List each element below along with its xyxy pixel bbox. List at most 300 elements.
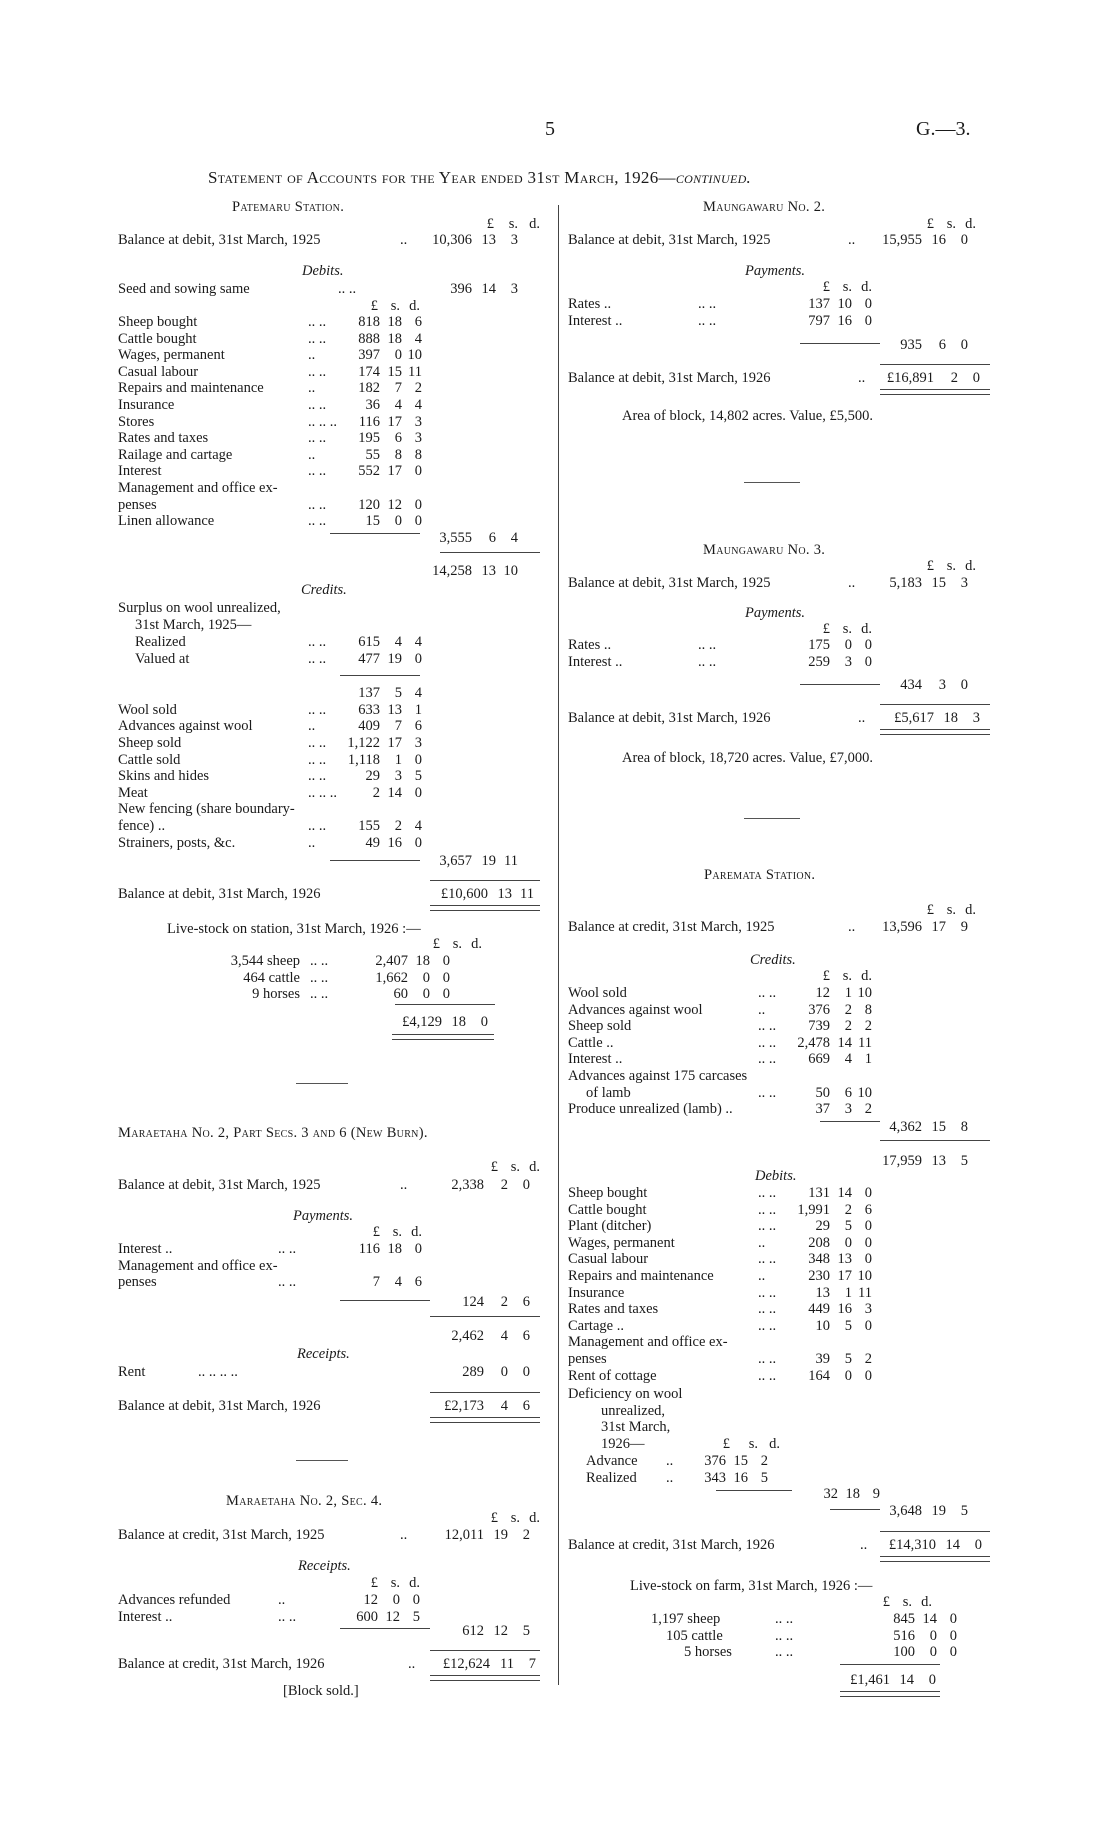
maraetaha4-lsd bbox=[458, 1510, 540, 1527]
amount-pounds: 13 bbox=[815, 1284, 830, 1301]
patemaru-livestock-lsd bbox=[400, 936, 482, 953]
row-amount bbox=[340, 1241, 422, 1258]
lsd-s: s. bbox=[902, 1594, 912, 1610]
amount-pounds: 182 bbox=[358, 380, 380, 397]
amount-shillings: 0 bbox=[394, 513, 402, 530]
row-label: Balance at credit, 31st March, 1926 bbox=[118, 1656, 325, 1672]
paremata-deficiency-rule bbox=[716, 1490, 792, 1491]
row-label: Interest .. bbox=[118, 1609, 173, 1625]
paremata-deficiency-line: 31st March, bbox=[601, 1419, 671, 1436]
patemaru-surplus-line: Surplus on wool unrealized, bbox=[118, 600, 281, 616]
maraetaha4-heading: Maraetaha No. 2, Sec. 4. bbox=[226, 1493, 383, 1509]
lsd-header: £ s. d. bbox=[486, 216, 540, 232]
page-title-text: Statement of Accounts for the Year ended 31st March, 1926— bbox=[208, 168, 676, 187]
amount-pounds: 343 bbox=[704, 1469, 726, 1486]
row-label: Advances refunded bbox=[118, 1592, 231, 1608]
maraetaha4-opening-amount bbox=[430, 1527, 530, 1544]
maungawaru2-payments-lsd bbox=[790, 279, 872, 296]
row-amount bbox=[790, 654, 872, 671]
amount-pence: 0 bbox=[864, 1185, 872, 1201]
row-label: Realized bbox=[135, 634, 186, 650]
row-label: penses bbox=[568, 1351, 607, 1367]
row-label: Rates and taxes bbox=[118, 430, 209, 447]
amount-pounds: £10,600 bbox=[440, 886, 488, 902]
maungawaru2-payments-label: Payments. bbox=[745, 263, 805, 279]
amount-shillings: 18 bbox=[387, 330, 402, 347]
maraetaha4-note: [Block sold.] bbox=[283, 1683, 359, 1699]
paremata-credit-row bbox=[568, 1002, 872, 1019]
maungawaru2-closing bbox=[568, 370, 878, 387]
amount-shillings: 14 bbox=[945, 1537, 960, 1553]
paremata-livestock-total bbox=[828, 1672, 936, 1689]
row-amount bbox=[790, 985, 872, 1002]
amount-pence: 8 bbox=[864, 1001, 872, 1018]
amount-shillings: 5 bbox=[394, 685, 402, 702]
paremata-deficiency-row bbox=[586, 1453, 768, 1470]
amount-shillings: 0 bbox=[422, 969, 430, 986]
row-amount bbox=[790, 1101, 872, 1118]
lsd-p: £ bbox=[926, 216, 934, 232]
lsd-d: d. bbox=[529, 1159, 540, 1175]
row-amount bbox=[790, 1368, 872, 1385]
maraetaha2-receipt-amount bbox=[430, 1364, 530, 1381]
row-leader: .. bbox=[400, 1177, 408, 1193]
maraetaha2-payments-rule bbox=[340, 1300, 430, 1301]
patemaru-debit-row bbox=[118, 397, 422, 414]
lsd-d: d. bbox=[769, 1436, 780, 1452]
amount-shillings: 2 bbox=[844, 1201, 852, 1218]
maraetaha2-payments-total bbox=[430, 1294, 530, 1311]
amount-pounds: 116 bbox=[358, 413, 380, 430]
row-label: 1,197 sheep bbox=[651, 1611, 721, 1627]
lsd-s: s. bbox=[392, 1224, 402, 1240]
row-amount bbox=[340, 380, 422, 397]
row-amount bbox=[790, 1018, 872, 1035]
maraetaha2-subtotal bbox=[430, 1328, 530, 1345]
amount-shillings: 5 bbox=[844, 1317, 852, 1334]
row-label: Sheep sold bbox=[568, 1018, 632, 1035]
amount-shillings: 3 bbox=[844, 1101, 852, 1118]
amount-pence: 0 bbox=[864, 1218, 872, 1235]
amount-shillings: 0 bbox=[929, 1644, 937, 1661]
maungawaru3-payments-lsd bbox=[790, 621, 872, 638]
maraetaha4-receipts-label: Receipts. bbox=[298, 1558, 351, 1574]
row-amount bbox=[340, 314, 422, 331]
paremata-credits-label: Credits. bbox=[750, 952, 796, 968]
row-leader: .. bbox=[858, 370, 866, 386]
paremata-debit-row bbox=[568, 1202, 872, 1219]
amount-pounds: 174 bbox=[358, 363, 380, 380]
maungawaru3-closing-amount bbox=[870, 710, 980, 727]
row-label: Insurance bbox=[118, 397, 175, 413]
amount-pounds: 14,258 bbox=[432, 563, 472, 579]
row-leader: .. .. bbox=[278, 1241, 297, 1257]
row-label: Produce unrealized (lamb) .. bbox=[568, 1101, 733, 1118]
patemaru-closing-amount bbox=[426, 886, 534, 903]
amount-shillings: 0 bbox=[844, 1367, 852, 1384]
amount-pounds: 600 bbox=[356, 1609, 378, 1625]
row-leader: .. .. bbox=[758, 1018, 777, 1035]
amount-shillings: 16 bbox=[837, 313, 852, 329]
amount-pounds: 49 bbox=[365, 834, 380, 851]
amount-pounds: 12 bbox=[363, 1592, 378, 1608]
row-leader: .. .. bbox=[308, 634, 327, 650]
row-leader: .. .. bbox=[310, 969, 329, 986]
amount-pounds: 3,555 bbox=[439, 530, 472, 546]
row-label: Interest .. bbox=[568, 313, 623, 329]
paremata-deficiency-line: Deficiency on wool bbox=[568, 1386, 683, 1402]
row-amount bbox=[790, 1251, 872, 1268]
paremata-debit-row bbox=[568, 1368, 872, 1385]
amount-shillings: 1 bbox=[844, 1284, 852, 1301]
row-leader: .. bbox=[758, 1268, 766, 1284]
row-label: penses bbox=[118, 1274, 157, 1290]
amount-pence: 4 bbox=[510, 530, 518, 546]
patemaru-debit-row bbox=[118, 480, 422, 497]
row-label: Balance at debit, 31st March, 1925 bbox=[118, 1177, 321, 1193]
paremata-livestock-heading: Live-stock on farm, 31st March, 1926 :— bbox=[630, 1578, 873, 1594]
row-amount bbox=[340, 702, 422, 719]
row-label: Balance at debit, 31st March, 1926 bbox=[118, 1398, 321, 1414]
lsd-p: £ bbox=[370, 1575, 378, 1591]
amount-pence: 6 bbox=[522, 1398, 530, 1414]
row-leader: .. .. .. bbox=[308, 784, 337, 801]
amount-shillings: 14 bbox=[481, 281, 496, 297]
row-leader: .. .. bbox=[758, 1351, 777, 1367]
lsd-s: s. bbox=[946, 216, 956, 232]
maraetaha4-receipts-rule bbox=[340, 1628, 430, 1629]
amount-pounds: 935 bbox=[900, 337, 922, 353]
lsd-p: £ bbox=[722, 1436, 730, 1452]
row-leader: .. .. bbox=[698, 313, 717, 329]
row-amount bbox=[790, 1035, 872, 1052]
patemaru-credits-total bbox=[418, 853, 518, 870]
row-label: Interest .. bbox=[568, 1051, 623, 1068]
lsd-d: d. bbox=[965, 216, 976, 232]
patemaru-debits-rule bbox=[330, 533, 420, 534]
amount-pence: 0 bbox=[414, 834, 422, 851]
paremata-debit-row bbox=[568, 1185, 872, 1202]
row-amount bbox=[790, 313, 872, 330]
amount-pounds: 12,011 bbox=[444, 1527, 484, 1543]
patemaru-credits-rule bbox=[330, 860, 420, 861]
amount-shillings: 14 bbox=[922, 1611, 937, 1627]
amount-shillings: 13 bbox=[387, 701, 402, 718]
row-label: Interest bbox=[118, 463, 162, 480]
maraetaha2-payments-lsd bbox=[340, 1224, 422, 1241]
section-separator bbox=[744, 818, 800, 819]
amount-pounds: 1,991 bbox=[797, 1201, 830, 1218]
row-amount bbox=[368, 953, 450, 970]
row-label: Cartage .. bbox=[568, 1317, 624, 1334]
amount-pence: 4 bbox=[414, 818, 422, 834]
paremata-debit-row bbox=[568, 1285, 872, 1302]
amount-pence: 8 bbox=[960, 1119, 968, 1135]
amount-pounds: 137 bbox=[808, 296, 830, 312]
lsd-s: s. bbox=[748, 1436, 758, 1452]
paremata-debits-label: Debits. bbox=[755, 1168, 797, 1184]
row-label: Advances against wool bbox=[118, 718, 253, 735]
paremata-deficiency-lsd bbox=[690, 1436, 780, 1453]
amount-pounds: 155 bbox=[358, 818, 380, 834]
amount-shillings: 19 bbox=[493, 1527, 508, 1543]
row-leader: .. .. bbox=[758, 1218, 777, 1235]
row-amount bbox=[875, 1644, 957, 1661]
amount-shillings: 6 bbox=[844, 1084, 852, 1101]
row-leader: .. bbox=[308, 347, 316, 364]
patemaru-livestock-row bbox=[200, 953, 450, 970]
amount-pounds: 2,407 bbox=[375, 953, 408, 969]
row-leader: .. bbox=[860, 1537, 868, 1553]
amount-shillings: 13 bbox=[931, 1153, 946, 1169]
maraetaha4-receipt-row bbox=[118, 1592, 420, 1609]
row-label: Sheep sold bbox=[118, 735, 182, 751]
row-leader: .. .. bbox=[775, 1644, 794, 1661]
row-amount bbox=[790, 1051, 872, 1068]
row-leader: .. .. bbox=[308, 314, 327, 330]
row-leader: .. bbox=[858, 710, 866, 726]
patemaru-credit-row bbox=[118, 702, 422, 719]
maraetaha2-closing-rule-top bbox=[430, 1392, 540, 1393]
maungawaru3-opening-amount bbox=[868, 575, 968, 592]
maungawaru3-closing bbox=[568, 710, 878, 727]
amount-pence: 10 bbox=[407, 347, 422, 364]
lsd-d: d. bbox=[921, 1594, 932, 1610]
amount-pence: 6 bbox=[864, 1201, 872, 1218]
row-label: Advances against wool bbox=[568, 1001, 703, 1018]
row-label: Sheep bought bbox=[568, 1185, 648, 1201]
row-label: 464 cattle bbox=[243, 969, 300, 986]
amount-pounds: 137 bbox=[358, 685, 380, 702]
amount-pence: 9 bbox=[872, 1486, 880, 1502]
paremata-debit-row bbox=[568, 1268, 872, 1285]
amount-pounds: 60 bbox=[393, 986, 408, 1003]
patemaru-debit-row bbox=[118, 380, 422, 397]
amount-pounds: 1,122 bbox=[347, 735, 380, 751]
amount-pence: 0 bbox=[414, 650, 422, 667]
amount-pence: 0 bbox=[864, 1317, 872, 1334]
amount-shillings: 18 bbox=[387, 1241, 402, 1257]
patemaru-debit-row bbox=[118, 347, 422, 364]
lsd-d: d. bbox=[861, 279, 872, 295]
amount-pounds: £2,173 bbox=[444, 1398, 484, 1414]
amount-shillings: 6 bbox=[938, 337, 946, 353]
paremata-credit-row bbox=[568, 1018, 872, 1035]
column-divider bbox=[558, 205, 559, 1685]
row-leader: .. bbox=[400, 232, 408, 248]
patemaru-livestock-rule bbox=[395, 1004, 495, 1005]
maraetaha2-payment-row bbox=[118, 1274, 422, 1291]
amount-pounds: 669 bbox=[808, 1051, 830, 1068]
amount-pence: 11 bbox=[504, 853, 518, 869]
maraetaha4-receipt-row bbox=[118, 1609, 420, 1626]
amount-pence: 0 bbox=[949, 1644, 957, 1661]
maungawaru2-heading: Maungawaru No. 2. bbox=[703, 199, 826, 215]
document-reference: G.—3. bbox=[916, 118, 971, 140]
amount-pounds: 633 bbox=[358, 701, 380, 718]
amount-shillings: 12 bbox=[493, 1623, 508, 1639]
amount-shillings: 2 bbox=[844, 1001, 852, 1018]
amount-pence: 11 bbox=[858, 1034, 872, 1051]
patemaru-closing-rule-top bbox=[430, 880, 540, 881]
maraetaha4-closing-double-rule bbox=[430, 1675, 540, 1681]
amount-pounds: 12 bbox=[815, 985, 830, 1001]
amount-pence: 10 bbox=[857, 985, 872, 1001]
paremata-opening bbox=[568, 919, 878, 936]
amount-pence: 2 bbox=[522, 1527, 530, 1543]
amount-pounds: 7 bbox=[372, 1274, 380, 1290]
lsd-p: £ bbox=[372, 1224, 380, 1240]
maungawaru3-payments-total bbox=[868, 677, 968, 694]
row-leader: .. .. bbox=[758, 1084, 777, 1101]
patemaru-opening-amount bbox=[418, 232, 518, 249]
row-amount bbox=[368, 986, 450, 1003]
amount-pounds: 195 bbox=[358, 430, 380, 447]
row-label: fence) .. bbox=[118, 818, 166, 834]
row-leader: .. .. bbox=[758, 1251, 777, 1268]
row-leader: .. bbox=[408, 1656, 416, 1672]
amount-pounds: 797 bbox=[808, 313, 830, 329]
lsd-p: £ bbox=[370, 298, 378, 314]
row-label: Repairs and maintenance bbox=[568, 1268, 714, 1284]
amount-pounds: 615 bbox=[358, 634, 380, 650]
paremata-debit-row bbox=[568, 1334, 872, 1351]
row-amount bbox=[340, 463, 422, 480]
patemaru-credits-label: Credits. bbox=[301, 582, 347, 598]
patemaru-closing-double-rule bbox=[430, 905, 540, 911]
amount-shillings: 0 bbox=[392, 1592, 400, 1608]
row-leader: .. .. bbox=[308, 463, 327, 480]
amount-pence: 0 bbox=[522, 1364, 530, 1380]
row-leader: .. bbox=[848, 232, 856, 248]
amount-pence: 1 bbox=[864, 1051, 872, 1068]
lsd-d: d. bbox=[409, 1575, 420, 1591]
amount-shillings: 19 bbox=[387, 650, 402, 667]
row-amount bbox=[790, 1235, 872, 1252]
row-leader: .. bbox=[666, 1469, 674, 1486]
paremata-deficiency-total bbox=[790, 1486, 880, 1503]
lsd-p: £ bbox=[822, 968, 830, 984]
paremata-credit-row bbox=[568, 1035, 872, 1052]
lsd-p: £ bbox=[822, 621, 830, 637]
amount-pence: 0 bbox=[960, 677, 968, 693]
amount-pence: 0 bbox=[974, 1537, 982, 1553]
amount-pence: 5 bbox=[522, 1623, 530, 1639]
row-amount bbox=[790, 1285, 872, 1302]
row-amount bbox=[790, 637, 872, 654]
patemaru-credit-row bbox=[118, 735, 422, 752]
row-label: Balance at credit, 31st March, 1925 bbox=[568, 919, 775, 935]
row-label: Wages, permanent bbox=[118, 347, 225, 364]
amount-shillings: 15 bbox=[387, 363, 402, 380]
patemaru-debits-lsd bbox=[338, 298, 420, 315]
amount-pounds: 552 bbox=[358, 463, 380, 480]
row-label: Insurance bbox=[568, 1284, 625, 1301]
amount-pounds: 3,657 bbox=[439, 853, 472, 869]
amount-shillings: 15 bbox=[931, 1119, 946, 1135]
amount-shillings: 3 bbox=[394, 768, 402, 785]
row-label: Realized bbox=[586, 1469, 637, 1486]
row-leader: .. .. bbox=[308, 751, 327, 768]
amount-pounds: 39 bbox=[815, 1351, 830, 1367]
lsd-d: d. bbox=[965, 902, 976, 918]
row-label: Balance at debit, 31st March, 1926 bbox=[118, 886, 321, 902]
lsd-s: s. bbox=[946, 558, 956, 574]
amount-pounds: 612 bbox=[462, 1623, 484, 1639]
row-label: Management and office ex- bbox=[118, 1258, 278, 1274]
paremata-deficiency-line: 1926— bbox=[601, 1435, 645, 1452]
amount-pounds: 10,306 bbox=[432, 232, 472, 248]
paremata-closing bbox=[568, 1537, 880, 1554]
amount-pounds: 13,596 bbox=[882, 919, 922, 935]
row-label: 9 horses bbox=[252, 986, 300, 1003]
paremata-debit-row bbox=[568, 1218, 872, 1235]
row-amount bbox=[340, 768, 422, 785]
row-amount bbox=[340, 634, 422, 651]
maungawaru3-opening bbox=[568, 575, 878, 592]
row-label: Valued at bbox=[135, 650, 190, 667]
maungawaru3-payments-label: Payments. bbox=[745, 605, 805, 621]
amount-pounds: 376 bbox=[704, 1453, 726, 1469]
amount-pence: 0 bbox=[960, 337, 968, 353]
amount-shillings: 0 bbox=[394, 347, 402, 364]
row-leader: .. .. bbox=[758, 985, 777, 1001]
row-amount bbox=[790, 1318, 872, 1335]
row-amount bbox=[790, 296, 872, 313]
row-leader: .. .. bbox=[758, 1367, 777, 1384]
maungawaru2-lsd bbox=[894, 216, 976, 233]
amount-pounds: 259 bbox=[808, 654, 830, 670]
patemaru-debit-row bbox=[118, 414, 422, 431]
amount-pence: 0 bbox=[972, 370, 980, 386]
lsd-d: d. bbox=[965, 558, 976, 574]
patemaru-debits-label: Debits. bbox=[302, 263, 344, 279]
amount-pence: 0 bbox=[442, 986, 450, 1003]
amount-shillings: 10 bbox=[837, 296, 852, 312]
maungawaru2-opening bbox=[568, 232, 878, 249]
patemaru-opening bbox=[118, 232, 430, 249]
amount-pence: 0 bbox=[864, 313, 872, 329]
maraetaha2-closing-double-rule bbox=[430, 1417, 540, 1423]
row-leader: .. .. bbox=[308, 430, 327, 447]
row-label: Rent bbox=[118, 1364, 146, 1380]
maraetaha2-closing-amount bbox=[420, 1398, 530, 1415]
row-leader: .. .. bbox=[338, 281, 357, 297]
amount-pounds: 4,362 bbox=[889, 1119, 922, 1135]
patemaru-debit-row bbox=[118, 447, 422, 464]
maungawaru2-opening-amount bbox=[868, 232, 968, 249]
amount-shillings: 16 bbox=[733, 1469, 748, 1486]
maraetaha2-lsd bbox=[458, 1159, 540, 1176]
paremata-closing-double-rule bbox=[880, 1556, 990, 1562]
amount-pounds: £1,461 bbox=[850, 1672, 890, 1688]
row-amount bbox=[340, 447, 422, 464]
amount-shillings: 13 bbox=[481, 232, 496, 248]
page-title-continued: continued. bbox=[675, 168, 752, 187]
amount-pounds: 739 bbox=[808, 1018, 830, 1035]
amount-shillings: 2 bbox=[394, 818, 402, 834]
lsd-p: £ bbox=[926, 902, 934, 918]
row-amount bbox=[790, 1085, 872, 1102]
maraetaha2-payment-row bbox=[118, 1258, 422, 1275]
page-number: 5 bbox=[545, 118, 555, 140]
amount-pounds: 230 bbox=[808, 1268, 830, 1284]
amount-shillings: 17 bbox=[931, 919, 946, 935]
row-amount bbox=[340, 785, 422, 802]
paremata-livestock-row bbox=[666, 1628, 957, 1645]
amount-pounds: 32 bbox=[823, 1486, 838, 1502]
amount-shillings: 4 bbox=[844, 1051, 852, 1068]
